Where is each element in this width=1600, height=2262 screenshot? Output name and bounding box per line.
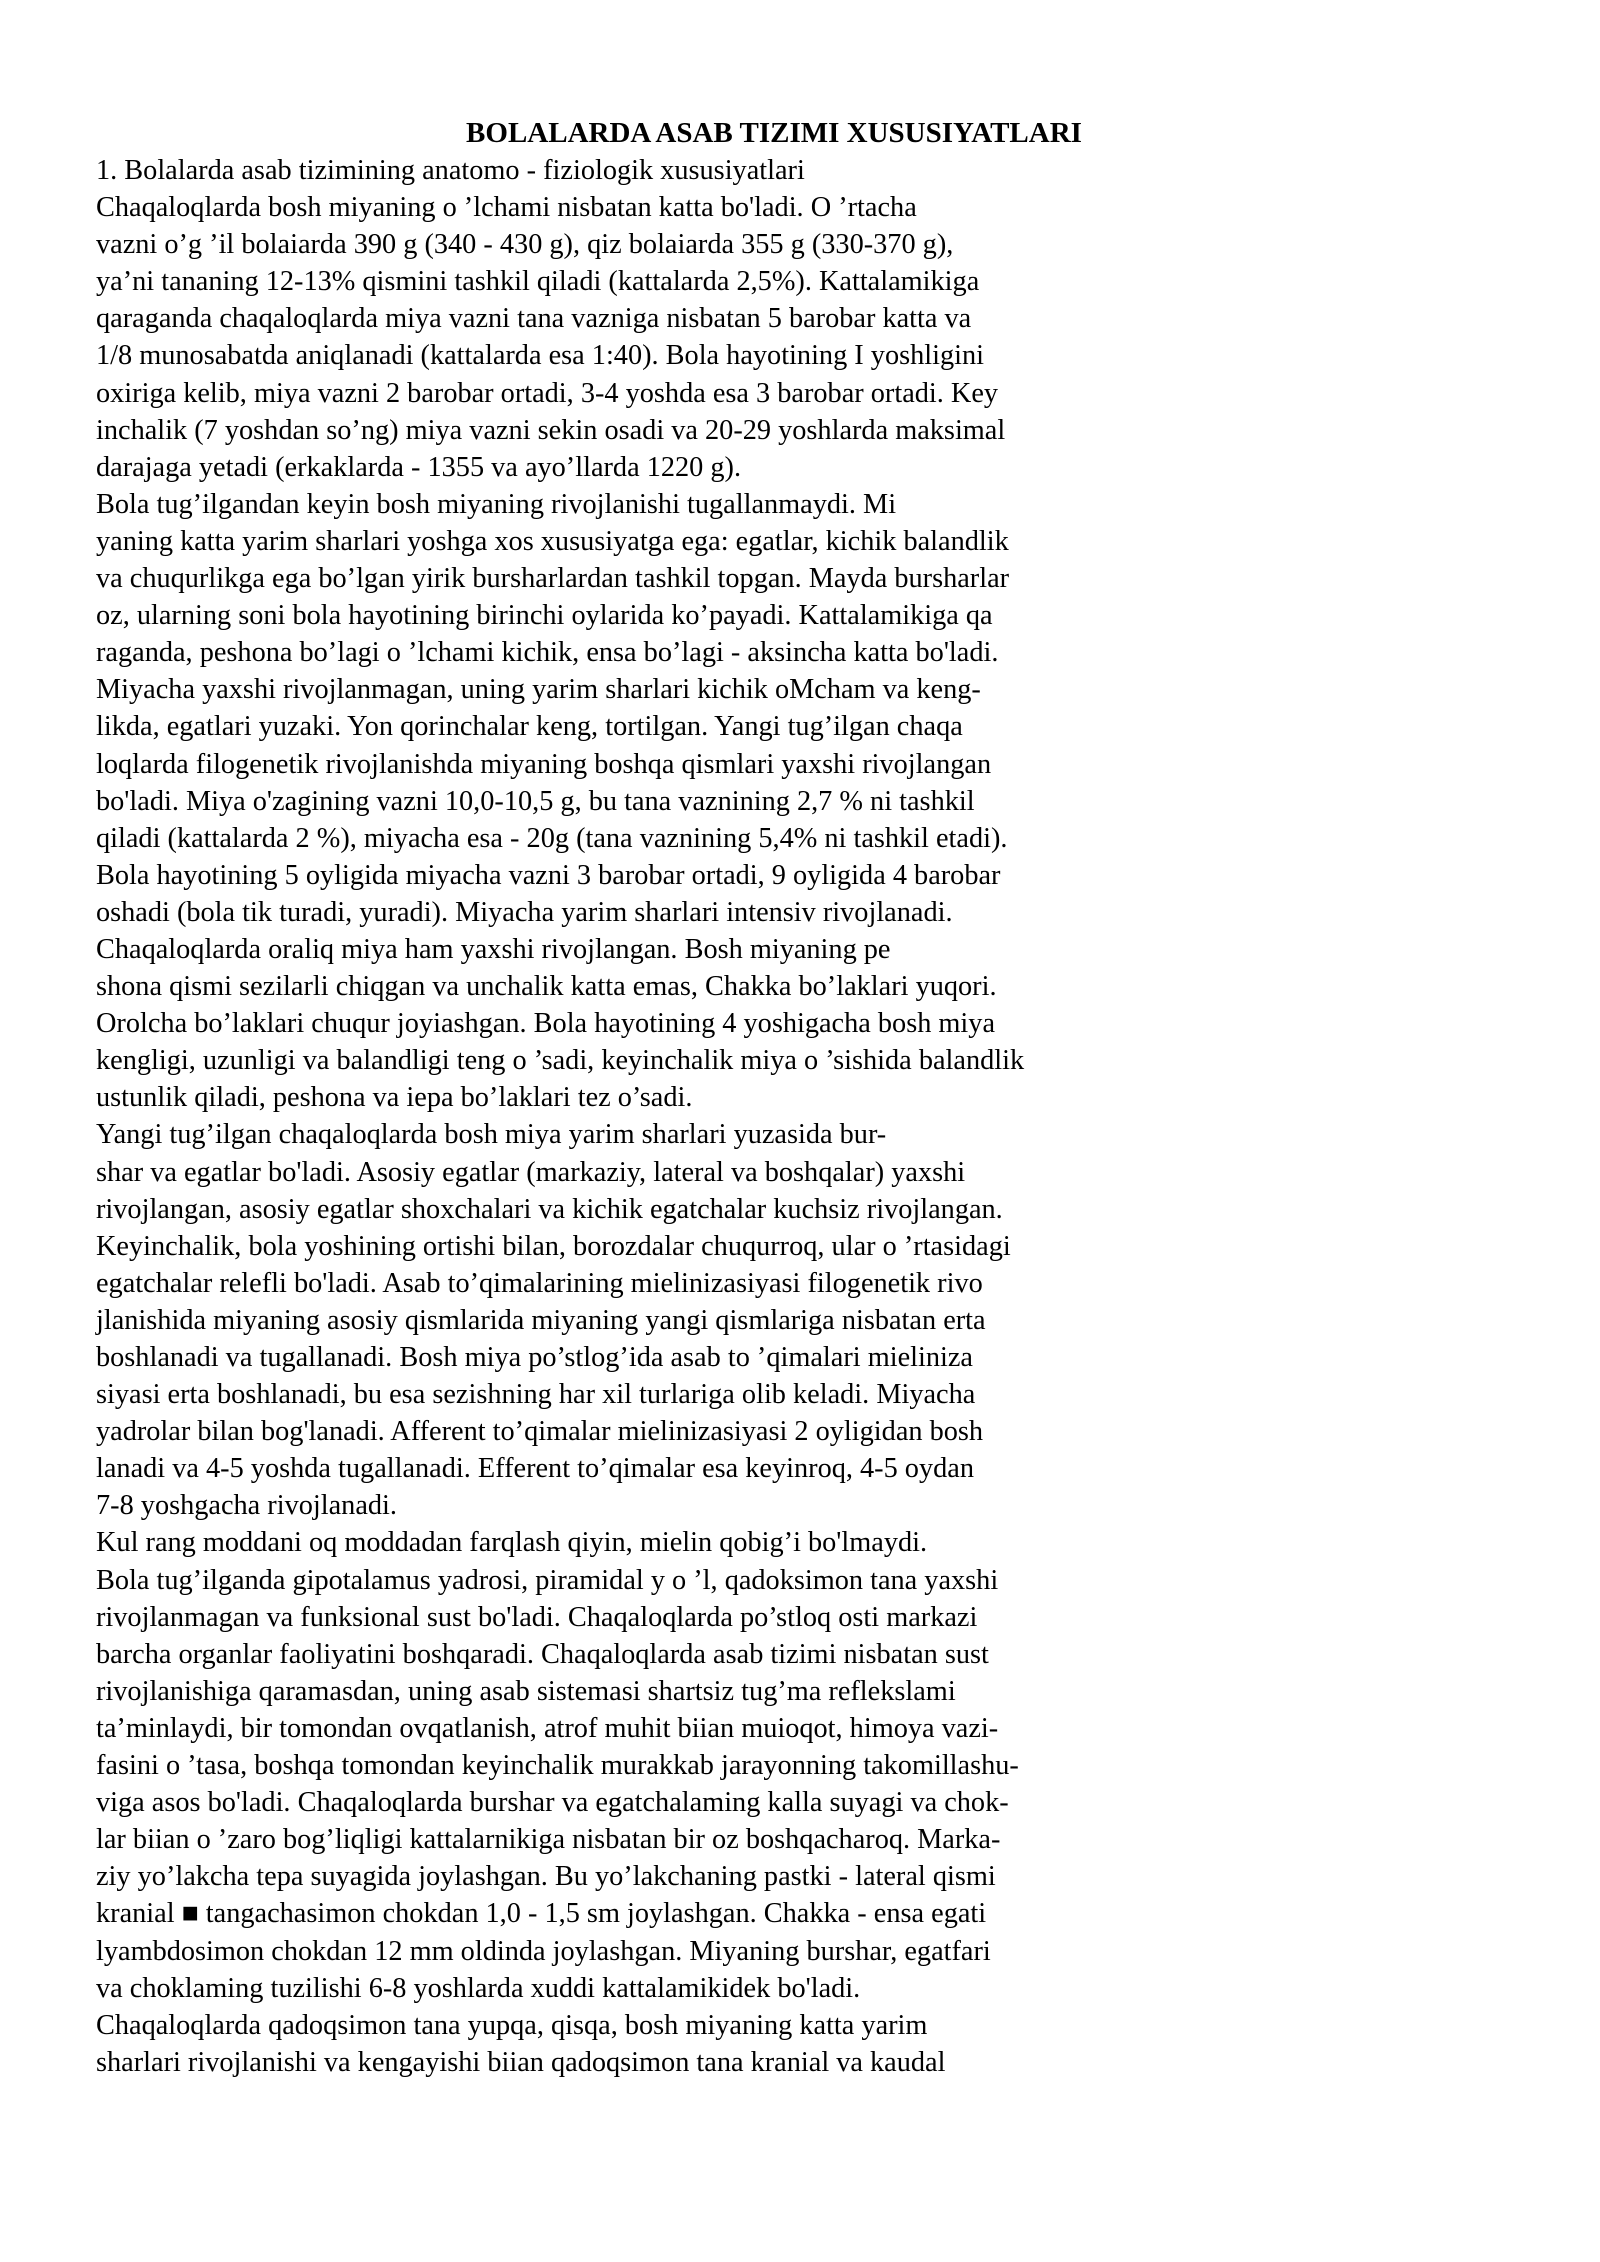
- text-line: oxiriga kelib, miya vazni 2 barobar ortadi, 3-4 yoshda esa 3 barobar ortadi. Key: [96, 377, 999, 409]
- text-line: boshlanadi va tugallanadi. Bosh miya po’stlog’ida asab to ’qimalari mieliniza: [96, 1342, 973, 1373]
- text-line: rivojlanishiga qaramasdan, uning asab sistemasi shartsiz tug’ma reflekslami: [96, 1675, 956, 1707]
- text-line: rivojlangan, asosiy egatlar shoxchalari va kichik egatchalar kuchsiz rivojlangan.: [96, 1193, 1003, 1225]
- text-line: yaning katta yarim sharlari yoshga xos xususiyatga ega: egatlar, kichik balandlik: [96, 525, 1009, 557]
- text-line: rivojlanmagan va funksional sust bo'ladi. Chaqaloqlarda po’stloq osti markazi: [96, 1601, 978, 1633]
- text-line: Bola tug’ilgandan keyin bosh miyaning rivojlanishi tugallanmaydi. Mi: [96, 488, 897, 520]
- text-line: lanadi va 4-5 yoshda tugallanadi. Efferent to’qimalar esa keyinroq, 4-5 oydan: [96, 1453, 974, 1485]
- text-line: oz, ularning soni bola hayotining birinchi oylarida ko’payadi. Kattalamikiga qa: [96, 600, 993, 632]
- text-line: lar biian o ’zaro bog’liqligi kattalarnikiga nisbatan bir oz boshqacharoq. Marka-: [96, 1824, 1001, 1856]
- text-line: vazni o’g ’il bolaiarda 390 g (340 - 430 g), qiz bolaiarda 355 g (330-370 g),: [96, 229, 954, 261]
- text-line: jlanishida miyaning asosiy qismlarida miyaning yangi qismlariga nisbatan erta: [96, 1304, 986, 1336]
- text-line: lyambdosimon chokdan 12 mm oldinda joylashgan. Miyaning burshar, egatfari: [96, 1935, 991, 1967]
- document-body: [96, 152, 1346, 2081]
- text-line: likda, egatlari yuzaki. Yon qorinchalar keng, tortilgan. Yangi tug’ilgan chaqa: [96, 711, 963, 743]
- text-line: qaraganda chaqaloqlarda miya vazni tana vazniga nisbatan 5 barobar katta va: [96, 303, 972, 335]
- text-line: ustunlik qiladi, peshona va iepa bo’laklari tez o’sadi.: [96, 1082, 693, 1114]
- text-line: siyasi erta boshlanadi, bu esa sezishning har xil turlariga olib keladi. Miyacha: [96, 1379, 976, 1411]
- text-line: raganda, peshona bo’lagi o ’lchami kichik, ensa bo’lagi - aksincha katta bo'ladi.: [96, 637, 999, 669]
- text-line: bo'ladi. Miya o'zagining vazni 10,0-10,5 g, bu tana vaznining 2,7 % ni tashkil: [96, 785, 975, 817]
- text-line: Kul rang moddani oq moddadan farqlash qiyin, mielin qobig’i bo'lmaydi.: [96, 1527, 928, 1559]
- text-line: Keyinchalik, bola yoshining ortishi bilan, borozdalar chuqurroq, ular o ’rtasidagi: [96, 1230, 1011, 1262]
- text-line: ziy yo’lakcha tepa suyagida joylashgan. Bu yo’lakchaning pastki - lateral qismi: [96, 1861, 996, 1893]
- text-line: va choklaming tuzilishi 6-8 yoshlarda xuddi kattalamikidek bo'ladi.: [96, 1972, 861, 2004]
- text-line: 1/8 munosabatda aniqlanadi (kattalarda esa 1:40). Bola hayotining I yoshligini: [96, 340, 984, 372]
- text-line: fasini o ’tasa, boshqa tomondan keyinchalik murakkab jarayonning takomillashu-: [96, 1750, 1019, 1782]
- text-line: loqlarda filogenetik rivojlanishda miyaning boshqa qismlari yaxshi rivojlangan: [96, 748, 992, 780]
- text-line: Miyacha yaxshi rivojlanmagan, uning yarim sharlari kichik oMcham va keng-: [96, 674, 981, 706]
- text-line: egatchalar relefli bo'ladi. Asab to’qimalarining mielinizasiyasi filogenetik rivo: [96, 1267, 983, 1299]
- text-line: Chaqaloqlarda qadoqsimon tana yupqa, qisqa, bosh miyaning katta yarim: [96, 2009, 928, 2041]
- text-line: 1. Bolalarda asab tizimining anatomo - fiziologik xususiyatlari: [96, 155, 805, 186]
- text-line: kengligi, uzunligi va balandligi teng o ’sadi, keyinchalik miya o ’sishida balandlik: [96, 1045, 1025, 1077]
- document-title: BOLALARDA ASAB TIZIMI XUSUSIYATLARI: [466, 117, 1082, 149]
- text-line: Orolcha bo’laklari chuqur joyiashgan. Bola hayotining 4 yoshigacha bosh miya: [96, 1008, 996, 1040]
- text-line: shona qismi sezilarli chiqgan va unchalik katta emas, Chakka bo’laklari yuqori.: [96, 971, 997, 1003]
- text-line: Chaqaloqlarda oraliq miya ham yaxshi rivojlangan. Bosh miyaning pe: [96, 933, 891, 965]
- text-line: 7-8 yoshgacha rivojlanadi.: [96, 1490, 397, 1522]
- text-line: ya’ni tananing 12-13% qismini tashkil qiladi (kattalarda 2,5%). Kattalamikiga: [96, 266, 980, 298]
- text-line: darajaga yetadi (erkaklarda - 1355 va ayo’llarda 1220 g).: [96, 451, 742, 483]
- text-line: inchalik (7 yoshdan so’ng) miya vazni sekin osadi va 20-29 yoshlarda maksimal: [96, 414, 1006, 446]
- text-line: Bola hayotining 5 oyligida miyacha vazni 3 barobar ortadi, 9 oyligida 4 barobar: [96, 859, 1001, 891]
- text-line: yadrolar bilan bog'lanadi. Afferent to’qimalar mielinizasiyasi 2 oyligidan bosh: [96, 1416, 984, 1448]
- text-line: Chaqaloqlarda bosh miyaning o ’lchami nisbatan katta bo'ladi. O ’rtacha: [96, 192, 917, 224]
- text-line: ta’minlaydi, bir tomondan ovqatlanish, atrof muhit biian muioqot, himoya vazi-: [96, 1712, 999, 1744]
- text-line: va chuqurlikga ega bo’lgan yirik bursharlardan tashkil topgan. Mayda bursharlar: [96, 563, 1010, 595]
- text-line: sharlari rivojlanishi va kengayishi biian qadoqsimon tana kranial va kaudal: [96, 2046, 946, 2078]
- text-line: kranial ■ tangachasimon chokdan 1,0 - 1,5 sm joylashgan. Chakka - ensa egati: [96, 1898, 987, 1930]
- text-line: Bola tug’ilganda gipotalamus yadrosi, piramidal y o ’l, qadoksimon tana yaxshi: [96, 1564, 999, 1596]
- text-line: shar va egatlar bo'ladi. Asosiy egatlar (markaziy, lateral va boshqalar) yaxshi: [96, 1156, 966, 1188]
- text-line: viga asos bo'ladi. Chaqaloqlarda burshar va egatchalaming kalla suyagi va chok-: [96, 1787, 1009, 1819]
- text-line: barcha organlar faoliyatini boshqaradi. Chaqaloqlarda asab tizimi nisbatan sust: [96, 1638, 989, 1670]
- text-line: qiladi (kattalarda 2 %), miyacha esa - 20g (tana vaznining 5,4% ni tashkil etadi).: [96, 822, 1008, 854]
- text-line: Yangi tug’ilgan chaqaloqlarda bosh miya yarim sharlari yuzasida bur-: [96, 1119, 887, 1151]
- text-line: oshadi (bola tik turadi, yuradi). Miyacha yarim sharlari intensiv rivojlanadi.: [96, 896, 953, 928]
